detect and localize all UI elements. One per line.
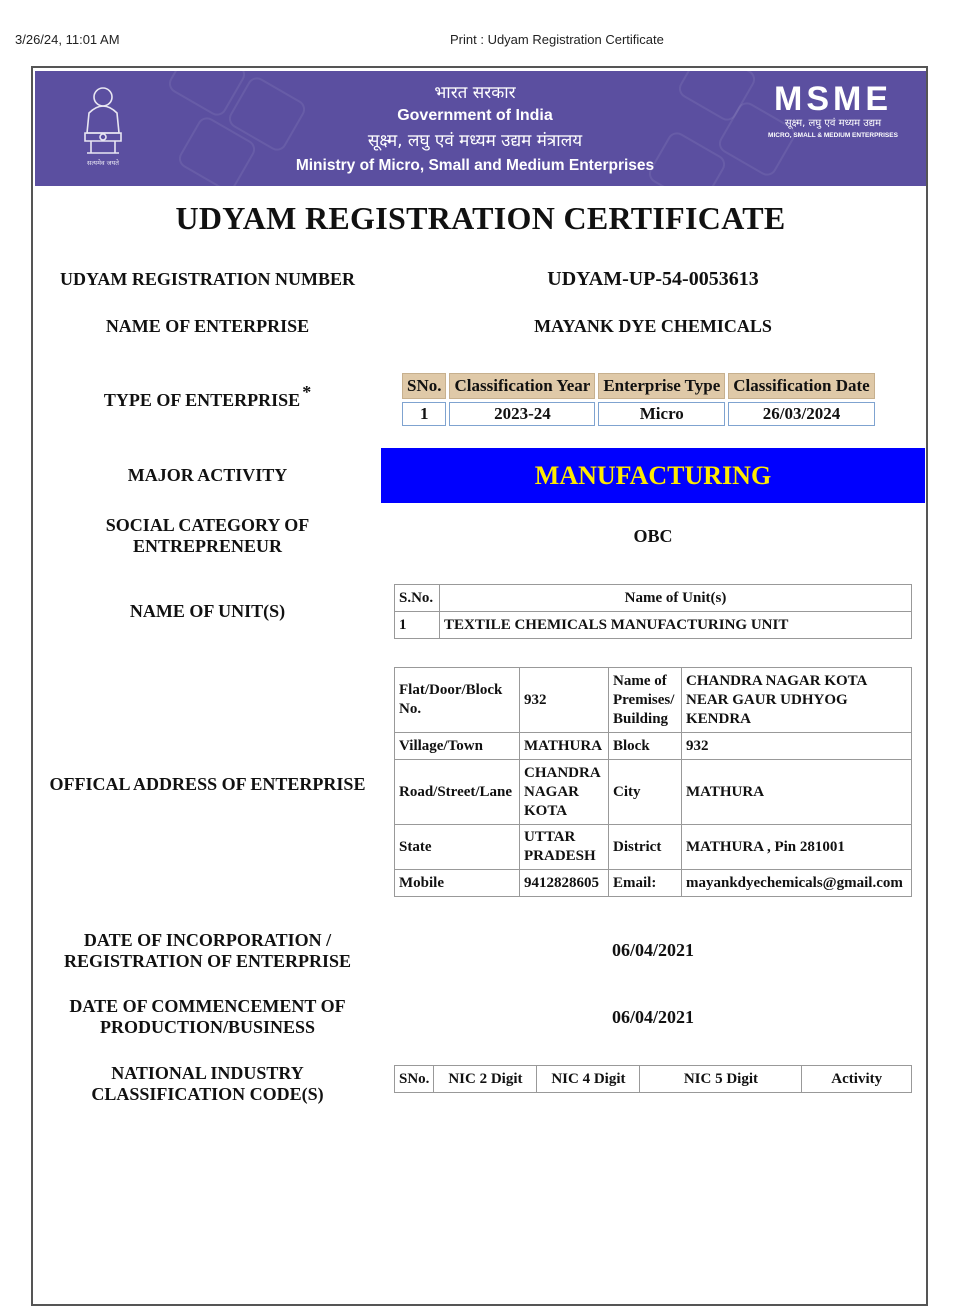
msme-logo-english: MICRO, SMALL & MEDIUM ENTERPRISES	[768, 132, 898, 139]
table-row	[395, 733, 912, 760]
cell-classification-date: 26/03/2024	[728, 402, 874, 426]
classification-header-row	[402, 373, 875, 399]
premises-value: CHANDRA NAGAR KOTA NEAR GAUR UDHYOG KENDRA	[682, 668, 912, 733]
hindi-government-text: भारत सरकार	[434, 83, 516, 103]
hindi-ministry-text: सूक्ष्म, लघु एवं मध्यम उद्यम मंत्रालय	[367, 131, 583, 151]
enterprise-name-value: MAYANK DYE CHEMICALS	[534, 316, 772, 336]
village-value: MATHURA	[520, 733, 609, 760]
ministry-banner	[35, 71, 926, 186]
cell-enterprise-type: Micro	[598, 402, 725, 426]
nic-label-line2: CLASSIFICATION CODE(S)	[91, 1084, 324, 1104]
cell-classification-year: 2023-24	[449, 402, 595, 426]
social-category-label	[45, 515, 370, 557]
mobile-label: Mobile	[395, 870, 520, 897]
block-label: Block	[609, 733, 682, 760]
commencement-label	[45, 996, 370, 1038]
header-enterprise-type: Enterprise Type	[598, 373, 725, 399]
cell-sno: 1	[402, 402, 446, 426]
nic-header-4digit: NIC 4 Digit	[537, 1066, 640, 1093]
district-value: MATHURA , Pin 281001	[682, 825, 912, 870]
address-table	[394, 667, 912, 897]
nic-header-activity: Activity	[802, 1066, 912, 1093]
header-classification-date: Classification Date	[728, 373, 874, 399]
units-header-row	[395, 585, 912, 612]
nic-header-row	[395, 1066, 912, 1093]
ministry-text: Ministry of Micro, Small and Medium Enterprises	[295, 157, 655, 174]
classification-table	[399, 370, 878, 429]
nic-header-5digit: NIC 5 Digit	[640, 1066, 802, 1093]
type-of-enterprise-text: TYPE OF ENTERPRISE	[103, 390, 301, 410]
incorporation-date-value: 06/04/2021	[611, 940, 694, 960]
major-activity-value: MANUFACTURING	[381, 448, 925, 503]
incorporation-label	[45, 930, 370, 972]
city-value: MATHURA	[682, 760, 912, 825]
msme-logo	[763, 81, 903, 151]
flat-label: Flat/Door/Block No.	[395, 668, 520, 733]
header-classification-year: Classification Year	[449, 373, 595, 399]
state-value: UTTAR PRADESH	[520, 825, 609, 870]
print-header	[0, 30, 960, 50]
print-title: Print : Udyam Registration Certificate	[450, 32, 664, 47]
table-row	[395, 760, 912, 825]
district-label: District	[609, 825, 682, 870]
commencement-date-value: 06/04/2021	[611, 1007, 694, 1027]
table-row	[395, 870, 912, 897]
header-sno: SNo.	[402, 373, 446, 399]
social-category-label-line1: SOCIAL CATEGORY OF	[105, 515, 310, 535]
emblem-motto: सत्यमेव जयते	[87, 159, 119, 167]
email-label: Email:	[609, 870, 682, 897]
social-category-label-line2: ENTREPRENEUR	[132, 536, 283, 556]
table-row	[395, 612, 912, 639]
units-header-sno: S.No.	[395, 585, 440, 612]
state-label: State	[395, 825, 520, 870]
email-value: mayankdyechemicals@gmail.com	[682, 870, 912, 897]
unit-name: TEXTILE CHEMICALS MANUFACTURING UNIT	[440, 612, 912, 639]
city-label: City	[609, 760, 682, 825]
table-row	[395, 825, 912, 870]
major-activity-label: MAJOR ACTIVITY	[127, 465, 288, 485]
asterisk-mark: *	[302, 382, 312, 402]
block-value: 932	[682, 733, 912, 760]
type-of-enterprise-label	[45, 382, 370, 411]
enterprise-name-label: NAME OF ENTERPRISE	[105, 316, 310, 336]
registration-number-label: UDYAM REGISTRATION NUMBER	[59, 269, 356, 289]
nic-label-line1: NATIONAL INDUSTRY	[111, 1063, 304, 1083]
unit-sno: 1	[395, 612, 440, 639]
national-emblem-icon	[75, 83, 131, 171]
nic-table	[394, 1065, 912, 1093]
units-header-name: Name of Unit(s)	[440, 585, 912, 612]
mobile-value: 9412828605	[520, 870, 609, 897]
units-label: NAME OF UNIT(S)	[129, 601, 286, 621]
table-row	[395, 668, 912, 733]
government-text: Government of India	[397, 107, 553, 124]
msme-logo-word: MSME	[774, 80, 892, 118]
road-label: Road/Street/Lane	[395, 760, 520, 825]
social-category-value: OBC	[633, 526, 673, 546]
nic-label	[45, 1063, 370, 1105]
nic-header-sno: SNo.	[395, 1066, 434, 1093]
certificate-title: UDYAM REGISTRATION CERTIFICATE	[175, 200, 786, 236]
msme-logo-hindi: सूक्ष्म, लघु एवं मध्यम उद्यम	[784, 118, 882, 129]
print-datetime: 3/26/24, 11:01 AM	[15, 32, 120, 47]
road-value: CHANDRA NAGAR KOTA	[520, 760, 609, 825]
address-label: OFFICAL ADDRESS OF ENTERPRISE	[49, 774, 366, 794]
village-label: Village/Town	[395, 733, 520, 760]
registration-number-value: UDYAM-UP-54-0053613	[547, 268, 759, 290]
table-row	[402, 402, 875, 426]
flat-value: 932	[520, 668, 609, 733]
nic-header-2digit: NIC 2 Digit	[434, 1066, 537, 1093]
commencement-label-line1: DATE OF COMMENCEMENT OF	[69, 996, 346, 1016]
incorporation-label-line1: DATE OF INCORPORATION /	[83, 930, 332, 950]
units-table	[394, 584, 912, 639]
incorporation-label-line2: REGISTRATION OF ENTERPRISE	[63, 951, 352, 971]
premises-label: Name of Premises/ Building	[609, 668, 682, 733]
commencement-label-line2: PRODUCTION/BUSINESS	[99, 1017, 316, 1037]
